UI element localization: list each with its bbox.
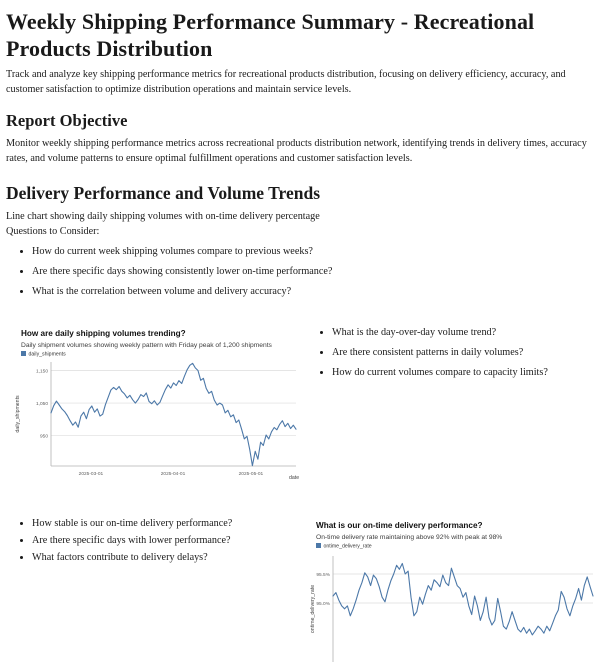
ontime-delivery-chart [306, 512, 606, 667]
delivery-questions-col [6, 512, 306, 570]
svg-text:1,050: 1,050 [35, 401, 48, 407]
question-item: • Are there specific days with lower performance? [32, 535, 306, 547]
questions-list [6, 246, 594, 299]
svg-text:Daily shipment volumes showing: Daily shipment volumes showing weekly pattern with Friday peak of 1,200 shipments [21, 341, 272, 349]
report-objective-heading: Report Objective [6, 111, 128, 131]
question-item: • How do current volumes compare to capacity limits? [332, 367, 594, 379]
report-objective-text: Monitor weekly shipping performance metrics across recreational products distribution network, identifying trends in delivery times, accuracy rates, and volume patterns to ensure optimal fulfillment operations and customer satisfaction levels. [6, 138, 587, 165]
svg-text:date: date [289, 474, 300, 481]
ontime-delivery-line-chart [306, 512, 606, 662]
intro-paragraph: Track and analyze key shipping performance metrics for recreational products distribution, focusing on delivery efficiency, accuracy, and customer satisfaction to optimize distribution operations and maintain service levels. [6, 69, 566, 95]
question-item: • What is the correlation between volume and delivery accuracy? [32, 286, 594, 298]
volume-questions-col [306, 309, 594, 388]
svg-text:What is our on-time delivery p: What is our on-time delivery performance? [316, 520, 483, 530]
svg-text:daily_shipments: daily_shipments [28, 351, 66, 358]
volume-trend-row [6, 309, 594, 486]
svg-text:2025-05-01: 2025-05-01 [238, 471, 264, 477]
delivery-questions-list [6, 518, 306, 565]
svg-text:2025-04-01: 2025-04-01 [160, 471, 186, 477]
question-item: • What factors contribute to delivery delays? [32, 552, 306, 564]
daily-shipments-line-chart [6, 309, 306, 481]
trends-section-heading: Delivery Performance and Volume Trends [6, 182, 321, 203]
svg-text:daily_shipments: daily_shipments [15, 394, 21, 433]
svg-text:ontime_delivery_rate: ontime_delivery_rate [310, 584, 316, 633]
question-item: • Are there consistent patterns in daily volumes? [332, 347, 594, 359]
volume-questions-list [306, 327, 594, 380]
delivery-performance-row [6, 512, 594, 667]
chart-description: Line chart showing daily shipping volumes with on-time delivery percentage [6, 210, 320, 222]
svg-text:95.5%: 95.5% [316, 572, 330, 578]
report-page [0, 8, 600, 667]
svg-text:On-time delivery rate maintain: On-time delivery rate maintaining above 92% with peak at 98% [316, 533, 503, 541]
svg-text:2025-03-01: 2025-03-01 [78, 471, 104, 477]
svg-text:950: 950 [39, 434, 48, 440]
svg-text:1,150: 1,150 [35, 368, 48, 374]
question-item: • What is the day-over-day volume trend? [332, 327, 594, 339]
svg-text:ontime_delivery_rate: ontime_delivery_rate [323, 543, 372, 550]
page-title: Weekly Shipping Performance Summary - Recreational Products Distribution [6, 9, 535, 62]
svg-text:95.0%: 95.0% [316, 601, 330, 607]
svg-text:How are daily shipping volumes: How are daily shipping volumes trending? [21, 328, 186, 338]
question-item: • How stable is our on-time delivery performance? [32, 518, 306, 530]
volume-trend-chart [6, 309, 306, 486]
questions-label: Questions to Consider: [6, 225, 100, 237]
question-item: • How do current week shipping volumes compare to previous weeks? [32, 246, 594, 258]
question-item: • Are there specific days showing consistently lower on-time performance? [32, 266, 594, 278]
